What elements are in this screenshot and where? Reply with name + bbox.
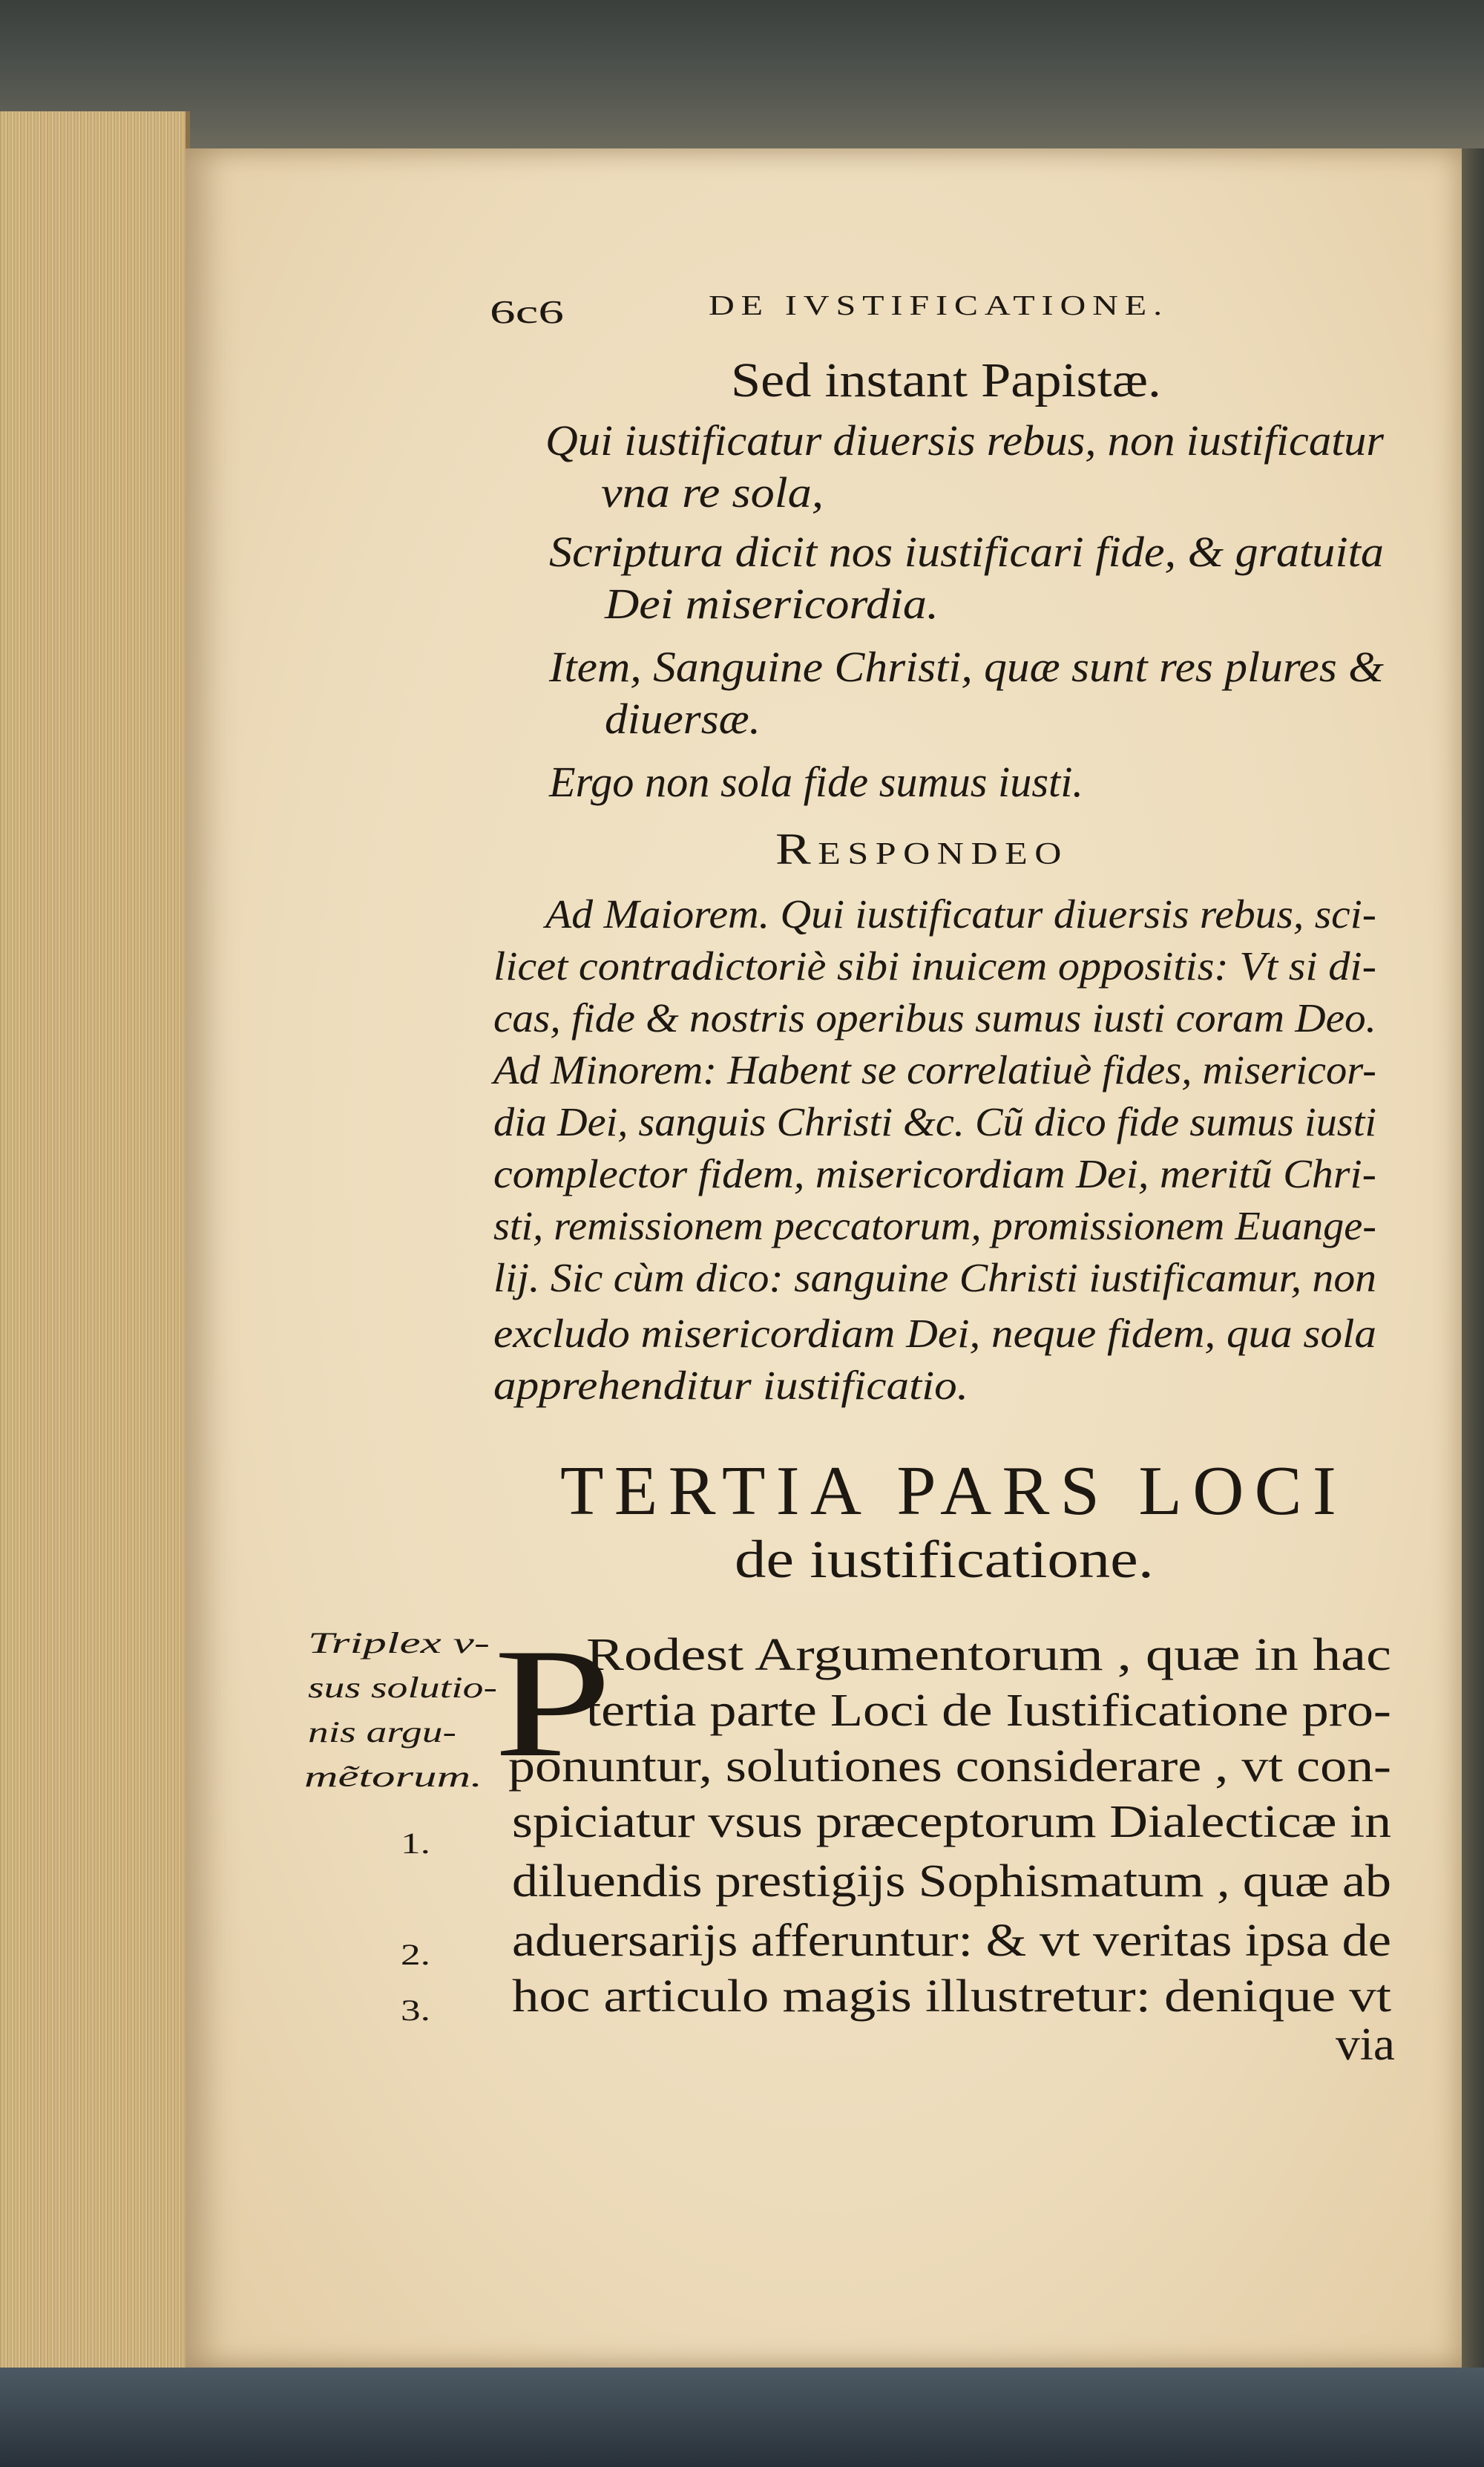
marginal-note-line: sus solutio-	[308, 1671, 497, 1704]
body-line: spiciatur vsus præceptorum Dialecticæ in	[512, 1797, 1391, 1847]
marginal-note-line: nis argu-	[308, 1715, 456, 1749]
argument-line: Item, Sanguine Christi, quæ sunt res plures &	[549, 643, 1384, 691]
body-line: aduersarijs afferuntur: & vt veritas ipsa de	[512, 1916, 1391, 1966]
marginal-note-line: mẽtorum.	[304, 1760, 482, 1793]
response-line: sti, remissionem peccatorum, promissionem Euange-	[493, 1203, 1376, 1248]
response-line: apprehenditur iustificatio.	[493, 1363, 968, 1408]
response-line: lij. Sic cùm dico: sanguine Christi iustificamur, non	[493, 1255, 1376, 1300]
argument-line: diuersæ.	[605, 695, 761, 743]
margin-number: 3.	[401, 1993, 430, 2027]
page-block-edges	[0, 111, 190, 2382]
margin-number: 2.	[401, 1938, 430, 1971]
argument-line: Qui iustificatur diuersis rebus, non iustificatur	[545, 416, 1385, 465]
response-line: Ad Maiorem. Qui iustificatur diuersis rebus, sci-	[545, 891, 1376, 937]
response-line: complector fidem, misericordiam Dei, meritũ Chri-	[493, 1151, 1376, 1196]
part-heading-subtitle: de iustificatione.	[735, 1530, 1154, 1589]
section-heading: Sed instant Papistæ.	[731, 353, 1161, 407]
argument-line: Ergo non sola fide sumus iusti.	[549, 758, 1083, 806]
response-line: excludo misericordiam Dei, neque fidem, qua sola	[493, 1311, 1376, 1356]
body-line: tertia parte Loci de Iustificatione pro-	[586, 1685, 1391, 1736]
response-line: cas, fide & nostris operibus sumus iusti coram Deo.	[493, 995, 1376, 1041]
body-line: diluendis prestigijs Sophismatum , quæ ab	[512, 1856, 1391, 1907]
book-bottom-edge	[0, 2368, 1484, 2467]
margin-number: 1.	[401, 1827, 430, 1860]
body-line: ponuntur, solutiones considerare , vt con-	[508, 1741, 1391, 1792]
respondeo-heading: Respondeo	[775, 825, 1068, 874]
book-top-edge	[0, 0, 1484, 148]
drop-cap: P	[493, 1617, 612, 1789]
marginal-note-line: Triplex v-	[308, 1626, 490, 1660]
body-line: hoc articulo magis illustretur: denique vt	[512, 1971, 1391, 2022]
running-title: DE IVSTIFICATIONE.	[709, 290, 1169, 321]
response-line: Ad Minorem: Habent se correlatiuè fides, misericor-	[493, 1047, 1376, 1092]
catchword: via	[1336, 2019, 1395, 2070]
page-number: 6c6	[490, 294, 564, 330]
part-heading-title: TERTIA PARS LOCI	[560, 1452, 1347, 1530]
response-line: licet contradictoriè sibi inuicem oppositis: Vt si di-	[493, 943, 1376, 989]
argument-line: Scriptura dicit nos iustificari fide, & gratuita	[549, 528, 1384, 576]
argument-line: vna re sola,	[601, 468, 824, 517]
argument-line: Dei misericordia.	[605, 580, 939, 628]
response-line: dia Dei, sanguis Christi &c. Cũ dico fide sumus iusti	[493, 1099, 1376, 1144]
body-line: Rodest Argumentorum , quæ in hac	[586, 1630, 1391, 1680]
